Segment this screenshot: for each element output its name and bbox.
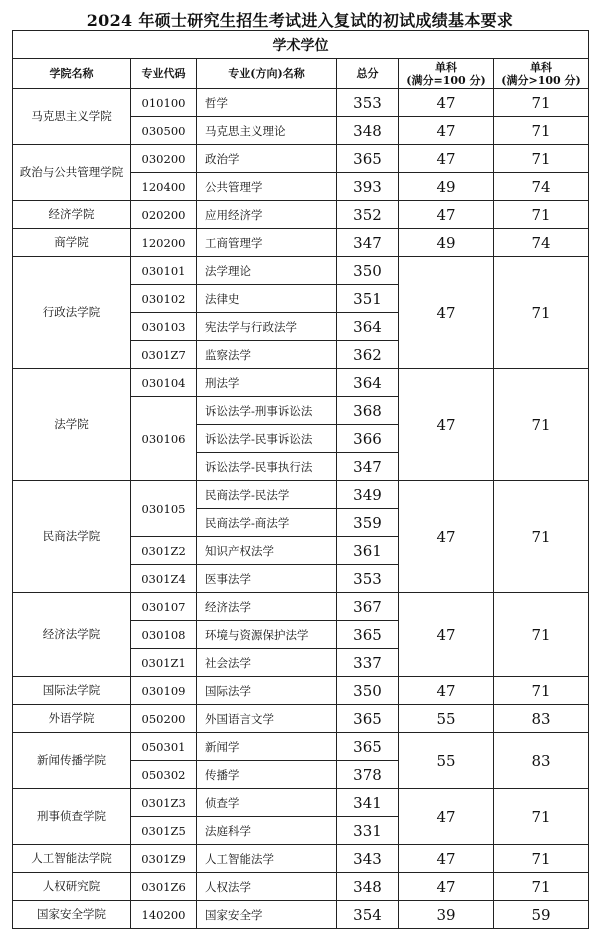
code-cell: 030107 <box>131 593 197 621</box>
code-cell: 030109 <box>131 677 197 705</box>
single-100-cell: 55 <box>399 733 494 789</box>
code-cell: 030500 <box>131 117 197 145</box>
major-cell: 人权法学 <box>197 873 337 901</box>
college-cell: 经济法学院 <box>13 593 131 677</box>
single-over-100-cell: 71 <box>494 481 589 593</box>
table-row <box>13 369 589 397</box>
degree-type-heading: 学术学位 <box>13 31 589 59</box>
major-cell: 人工智能法学 <box>197 845 337 873</box>
major-cell: 刑法学 <box>197 369 337 397</box>
college-cell: 马克思主义学院 <box>13 89 131 145</box>
college-cell: 行政法学院 <box>13 257 131 369</box>
major-cell: 社会法学 <box>197 649 337 677</box>
total-cell: 348 <box>337 117 399 145</box>
major-cell: 诉讼法学-刑事诉讼法 <box>197 397 337 425</box>
total-cell: 367 <box>337 593 399 621</box>
header-single-100 <box>399 59 494 89</box>
total-cell: 343 <box>337 845 399 873</box>
single-over-100-cell: 71 <box>494 677 589 705</box>
total-cell: 378 <box>337 761 399 789</box>
table-row <box>13 229 589 257</box>
major-cell: 应用经济学 <box>197 201 337 229</box>
major-cell: 环境与资源保护法学 <box>197 621 337 649</box>
code-cell: 120200 <box>131 229 197 257</box>
total-cell: 351 <box>337 285 399 313</box>
code-cell: 030106 <box>131 397 197 481</box>
code-cell: 140200 <box>131 901 197 929</box>
code-cell: 030108 <box>131 621 197 649</box>
table-row <box>13 481 589 509</box>
code-cell: 030103 <box>131 313 197 341</box>
college-cell: 外语学院 <box>13 705 131 733</box>
total-cell: 350 <box>337 257 399 285</box>
college-cell: 刑事侦查学院 <box>13 789 131 845</box>
single-100-cell: 47 <box>399 201 494 229</box>
table-row <box>13 845 589 873</box>
major-cell: 经济法学 <box>197 593 337 621</box>
total-cell: 348 <box>337 873 399 901</box>
code-cell: 020200 <box>131 201 197 229</box>
header-college: 学院名称 <box>13 59 131 89</box>
header-total: 总分 <box>337 59 399 89</box>
table-row <box>13 789 589 817</box>
major-cell: 法庭科学 <box>197 817 337 845</box>
single-over-100-cell: 71 <box>494 593 589 677</box>
header-single-over-100 <box>494 59 589 89</box>
code-cell: 010100 <box>131 89 197 117</box>
major-cell: 国际法学 <box>197 677 337 705</box>
single-100-cell: 55 <box>399 705 494 733</box>
major-cell: 宪法学与行政法学 <box>197 313 337 341</box>
total-cell: 365 <box>337 733 399 761</box>
total-cell: 364 <box>337 369 399 397</box>
college-cell: 国家安全学院 <box>13 901 131 929</box>
total-cell: 331 <box>337 817 399 845</box>
major-cell: 哲学 <box>197 89 337 117</box>
header-row <box>13 59 589 89</box>
code-cell: 0301Z1 <box>131 649 197 677</box>
total-cell: 347 <box>337 229 399 257</box>
total-cell: 337 <box>337 649 399 677</box>
major-cell: 诉讼法学-民事执行法 <box>197 453 337 481</box>
major-cell: 法律史 <box>197 285 337 313</box>
table-row <box>13 901 589 929</box>
single-100-cell: 47 <box>399 481 494 593</box>
code-cell: 050301 <box>131 733 197 761</box>
single-over-100-cell: 71 <box>494 89 589 117</box>
college-cell: 人工智能法学院 <box>13 845 131 873</box>
single-over-100-cell: 71 <box>494 789 589 845</box>
code-cell: 030200 <box>131 145 197 173</box>
major-cell: 传播学 <box>197 761 337 789</box>
header-single-100-line2: (满分=100 分) <box>406 73 486 87</box>
code-cell: 0301Z4 <box>131 565 197 593</box>
total-cell: 368 <box>337 397 399 425</box>
total-cell: 359 <box>337 509 399 537</box>
major-cell: 监察法学 <box>197 341 337 369</box>
college-cell: 国际法学院 <box>13 677 131 705</box>
single-over-100-cell: 74 <box>494 229 589 257</box>
major-cell: 公共管理学 <box>197 173 337 201</box>
code-cell: 0301Z2 <box>131 537 197 565</box>
header-major: 专业(方向)名称 <box>197 59 337 89</box>
major-cell: 外国语言文学 <box>197 705 337 733</box>
total-cell: 393 <box>337 173 399 201</box>
major-cell: 知识产权法学 <box>197 537 337 565</box>
single-over-100-cell: 71 <box>494 145 589 173</box>
code-cell: 050200 <box>131 705 197 733</box>
table-row <box>13 201 589 229</box>
table-row <box>13 593 589 621</box>
college-cell: 新闻传播学院 <box>13 733 131 789</box>
major-cell: 法学理论 <box>197 257 337 285</box>
total-cell: 365 <box>337 145 399 173</box>
code-cell: 0301Z5 <box>131 817 197 845</box>
total-cell: 352 <box>337 201 399 229</box>
header-single-over-100-line1: 单科 <box>530 60 552 74</box>
table-row <box>13 145 589 173</box>
total-cell: 353 <box>337 89 399 117</box>
single-100-cell: 47 <box>399 789 494 845</box>
table-row <box>13 873 589 901</box>
single-over-100-cell: 74 <box>494 173 589 201</box>
major-cell: 诉讼法学-民事诉讼法 <box>197 425 337 453</box>
single-100-cell: 47 <box>399 593 494 677</box>
code-cell: 050302 <box>131 761 197 789</box>
total-cell: 365 <box>337 705 399 733</box>
single-over-100-cell: 71 <box>494 117 589 145</box>
single-over-100-cell: 71 <box>494 201 589 229</box>
total-cell: 349 <box>337 481 399 509</box>
major-cell: 政治学 <box>197 145 337 173</box>
code-cell: 120400 <box>131 173 197 201</box>
single-100-cell: 47 <box>399 257 494 369</box>
single-100-cell: 47 <box>399 845 494 873</box>
code-cell: 030102 <box>131 285 197 313</box>
college-cell: 人权研究院 <box>13 873 131 901</box>
single-over-100-cell: 59 <box>494 901 589 929</box>
header-single-100-line1: 单科 <box>435 60 457 74</box>
single-100-cell: 49 <box>399 229 494 257</box>
major-cell: 民商法学-商法学 <box>197 509 337 537</box>
major-cell: 国家安全学 <box>197 901 337 929</box>
single-100-cell: 47 <box>399 369 494 481</box>
college-cell: 经济学院 <box>13 201 131 229</box>
total-cell: 364 <box>337 313 399 341</box>
table-row <box>13 733 589 761</box>
table-row <box>13 677 589 705</box>
single-over-100-cell: 71 <box>494 845 589 873</box>
college-cell: 民商法学院 <box>13 481 131 593</box>
total-cell: 341 <box>337 789 399 817</box>
total-cell: 353 <box>337 565 399 593</box>
code-cell: 030104 <box>131 369 197 397</box>
single-over-100-cell: 83 <box>494 733 589 789</box>
college-cell: 政治与公共管理学院 <box>13 145 131 201</box>
total-cell: 362 <box>337 341 399 369</box>
single-over-100-cell: 71 <box>494 873 589 901</box>
code-cell: 0301Z6 <box>131 873 197 901</box>
total-cell: 365 <box>337 621 399 649</box>
code-cell: 030105 <box>131 481 197 537</box>
total-cell: 361 <box>337 537 399 565</box>
major-cell: 马克思主义理论 <box>197 117 337 145</box>
code-cell: 0301Z9 <box>131 845 197 873</box>
single-100-cell: 47 <box>399 677 494 705</box>
single-100-cell: 47 <box>399 117 494 145</box>
table-row <box>13 705 589 733</box>
major-cell: 民商法学-民法学 <box>197 481 337 509</box>
single-over-100-cell: 83 <box>494 705 589 733</box>
table-row <box>13 257 589 285</box>
table-row <box>13 89 589 117</box>
total-cell: 347 <box>337 453 399 481</box>
code-cell: 0301Z3 <box>131 789 197 817</box>
major-cell: 侦查学 <box>197 789 337 817</box>
score-table <box>12 30 589 929</box>
college-cell: 商学院 <box>13 229 131 257</box>
major-cell: 新闻学 <box>197 733 337 761</box>
major-cell: 工商管理学 <box>197 229 337 257</box>
single-100-cell: 47 <box>399 873 494 901</box>
single-100-cell: 47 <box>399 89 494 117</box>
code-cell: 0301Z7 <box>131 341 197 369</box>
single-100-cell: 47 <box>399 145 494 173</box>
page-title: 2024 年硕士研究生招生考试进入复试的初试成绩基本要求 <box>86 11 514 30</box>
major-cell: 医事法学 <box>197 565 337 593</box>
code-cell: 030101 <box>131 257 197 285</box>
single-over-100-cell: 71 <box>494 369 589 481</box>
single-over-100-cell: 71 <box>494 257 589 369</box>
total-cell: 354 <box>337 901 399 929</box>
total-cell: 366 <box>337 425 399 453</box>
single-100-cell: 49 <box>399 173 494 201</box>
college-cell: 法学院 <box>13 369 131 481</box>
total-cell: 350 <box>337 677 399 705</box>
header-code: 专业代码 <box>131 59 197 89</box>
single-100-cell: 39 <box>399 901 494 929</box>
subtitle-row <box>13 31 589 59</box>
header-single-over-100-line2: (满分>100 分) <box>501 73 581 87</box>
